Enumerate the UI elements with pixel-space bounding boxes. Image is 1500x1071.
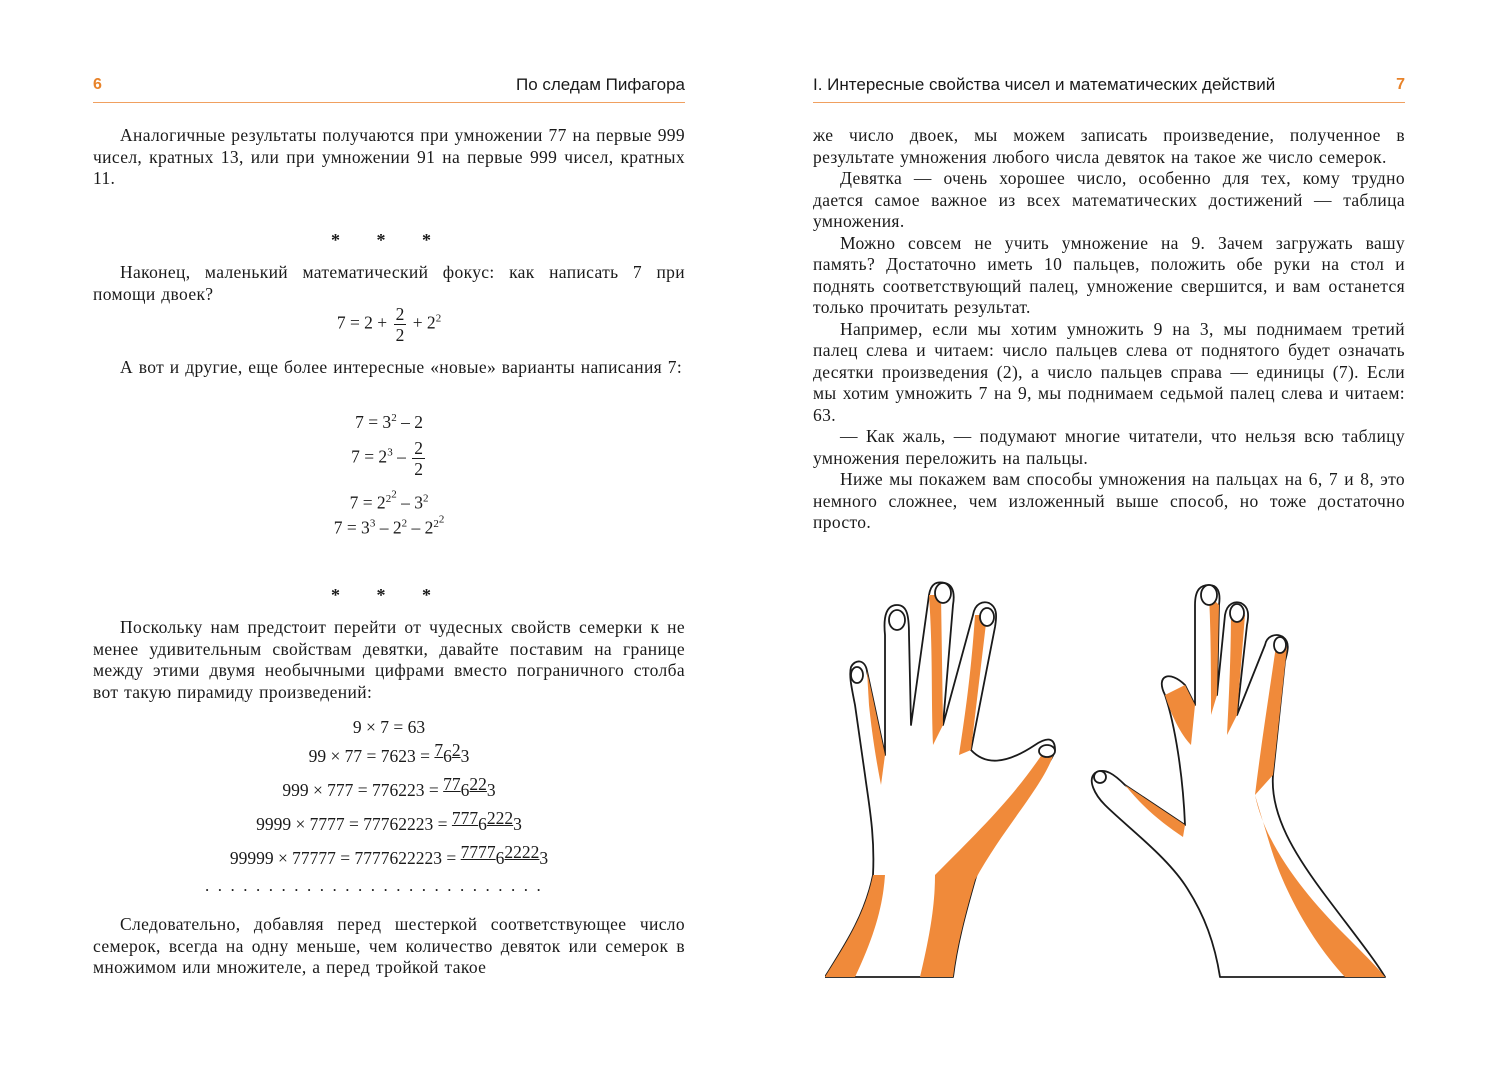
exponent: 2: [433, 517, 439, 530]
formula-part: – 3: [396, 492, 423, 513]
formula-part: 99 × 77 = 7623 =: [308, 746, 435, 766]
product-row-4: [93, 808, 685, 835]
sevens-group: 77: [443, 774, 461, 794]
formula-2: [93, 412, 685, 433]
formula-1: [93, 304, 685, 345]
formula-part: – 2: [407, 517, 434, 538]
exponent: 3: [387, 446, 393, 459]
paragraph-2-right: Девятка — очень хорошее число, особенно для тех, кому трудно дается самое важное из всех математических достижений — таблица умножения.: [813, 168, 1405, 231]
page-number-right: 7: [1396, 76, 1405, 93]
formula-4: [93, 488, 685, 513]
right-page: [750, 0, 1500, 1071]
paragraph-5-left: [93, 914, 685, 979]
paragraph-text: А вот и другие, еще более интересные «новые» варианты написания 7:: [120, 357, 683, 377]
product-row-5: [93, 842, 685, 869]
paragraph-1-right: же число двоек, мы можем записать произведение, полученное в результате умножения любого числа девяток на такое же число семерок.: [813, 125, 1405, 167]
three-digit: 3: [460, 746, 470, 766]
denominator: 2: [395, 325, 405, 345]
paragraph-3-right: Можно совсем не учить умножение на 9. Зачем загружать вашу память? Достаточно иметь 10 пальцев, положить обе руки на стол и поднять соответствующий палец, умножение свершится, и вам останется только прочитать результат.: [813, 232, 1405, 317]
left-hand: [825, 582, 1055, 977]
six-digit: 6: [495, 848, 505, 868]
formula-part: –: [392, 446, 406, 467]
paragraph-2-left: [93, 262, 685, 305]
exponent: 2: [438, 513, 445, 525]
chapter-title: I. Интересные свойства чисел и математических действий: [813, 75, 1276, 94]
running-head-right: [813, 74, 1405, 103]
paragraph-text: Наконец, маленький математический фокус: как написать 7 при помощи двоек?: [93, 262, 685, 304]
six-digit: 6: [443, 746, 452, 766]
formula-5: [93, 513, 685, 538]
three-digit: 3: [486, 780, 496, 800]
formula-part: 999 × 777 = 776223 =: [282, 780, 444, 800]
formula-part: + 2: [412, 312, 436, 333]
two-hands-icon: [825, 575, 1425, 985]
numerator: 2: [395, 304, 405, 324]
sevens-group: 7: [434, 740, 444, 760]
paragraph-text: Аналогичные результаты получаются при умножении 77 на первые 999 чисел, кратных 13, или при умножении 91 на первые 999 чисел, кратных 11.: [93, 125, 685, 188]
formula-part: – 2: [375, 517, 402, 538]
section-divider-1: * * *: [331, 230, 447, 250]
fraction: [412, 438, 425, 479]
sevens-group: 7777: [460, 842, 496, 862]
six-digit: 6: [478, 814, 487, 834]
product-row-1: 9 × 7 = 63: [352, 717, 426, 737]
exponent: 2: [391, 412, 397, 425]
formula-part: 7 = 2: [349, 492, 386, 513]
paragraph-4-right: Например, если мы хотим умножить 9 на 3, мы поднимаем третий палец слева и читаем: число пальцев слева от поднятого будет означать десятки произведения (2), а число пальцев справа — единицы (7). Если мы хотим умножить 7 на 9, мы поднимаем седьмой палец слева и читаем: 63.: [813, 318, 1405, 425]
exponent: 2: [391, 488, 397, 500]
three-digit: 3: [513, 814, 522, 834]
twos-group: 22: [469, 774, 487, 794]
exponent: 2: [385, 492, 392, 505]
right-hand: [1092, 585, 1385, 977]
formula-part: – 2: [396, 412, 423, 432]
six-digit: 6: [460, 780, 470, 800]
paragraph-text: Следовательно, добавляя перед шестеркой соответствующее число семерок, всегда на одну меньше, чем количество девяток или семерок в множимом или множителе, а перед тройкой такое: [93, 914, 685, 977]
numerator: 2: [414, 438, 423, 458]
product-row-2: [93, 740, 685, 767]
exponent: 2: [422, 492, 429, 505]
book-title: По следам Пифагора: [515, 75, 685, 94]
sevens-group: 777: [451, 808, 479, 828]
paragraph-5-right: — Как жаль, — подумают многие читатели, что нельзя всю таблицу умножения переложить на пальцы.: [813, 426, 1405, 468]
paragraph-1-left: [93, 125, 685, 190]
paragraph-4-left: [93, 617, 685, 703]
formula-part: 7 = 2 +: [336, 312, 388, 333]
denominator: 2: [414, 459, 423, 479]
twos-group: 2: [451, 740, 461, 760]
paragraph-text: Поскольку нам предстоит перейти от чудесных свойств семерки к не менее удивительным свойствам девятки, давайте поставим на границе между этими двумя необычными цифрами вместо пограничного столба вот такую пирамиду произведений:: [93, 617, 685, 702]
paragraph-6-right: Ниже мы покажем вам способы умножения на пальцах на 6, 7 и 8, это немного сложнее, чем изложенный выше способ, но тоже достаточно просто.: [813, 469, 1405, 532]
formula-3: [93, 438, 685, 479]
exponent: 2: [435, 312, 442, 325]
exponent: 3: [369, 517, 376, 530]
twos-group: 222: [486, 808, 514, 828]
ellipsis-row: ...........................: [205, 876, 550, 895]
formula-part: 9999 × 7777 = 77762223 =: [256, 814, 452, 834]
paragraph-3-left: [93, 357, 685, 379]
twos-group: 2222: [504, 842, 540, 862]
page-number-left: 6: [93, 76, 102, 93]
right-page-text: [813, 125, 1405, 534]
fraction: [394, 304, 407, 345]
product-row-3: [93, 774, 685, 801]
formula-part: 99999 × 77777 = 7777622223 =: [229, 848, 461, 868]
formula-part: 7 = 3: [355, 412, 392, 432]
exponent: 2: [401, 517, 408, 530]
running-head-left: [93, 74, 685, 103]
section-divider-2: * * *: [331, 585, 447, 605]
formula-part: 7 = 3: [333, 517, 370, 538]
formula-part: 7 = 2: [351, 446, 388, 467]
three-digit: 3: [539, 848, 549, 868]
